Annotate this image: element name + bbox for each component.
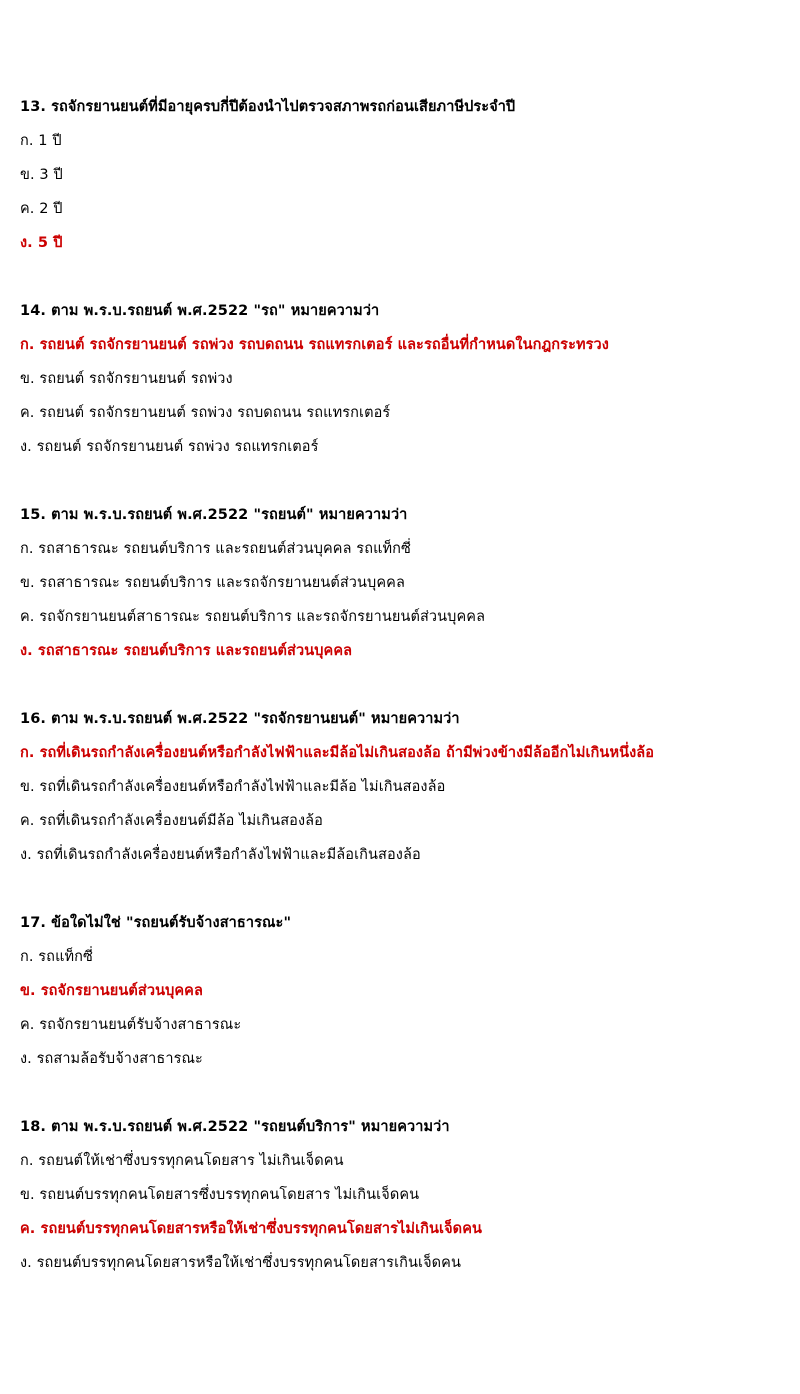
question-stem: 13. รถจักรยานยนต์ที่มีอายุครบกี่ปีต้องนำไปตรวจสภาพรถก่อนเสียภาษีประจำปี xyxy=(20,99,516,115)
choice-option-ข[interactable]: ข. 3 ปี xyxy=(20,167,63,183)
choice-option-ค[interactable]: ค. รถจักรยานยนต์รับจ้างสาธารณะ xyxy=(20,1017,242,1033)
question-spacer xyxy=(20,1076,780,1082)
question-block xyxy=(20,906,780,1082)
choice-option-ก[interactable]: ก. 1 ปี xyxy=(20,133,62,149)
choice-option-ง[interactable]: ง. รถสาธารณะ รถยนต์บริการ และรถยนต์ส่วนบุคคล xyxy=(20,643,353,659)
choice-option-ข[interactable]: ข. รถสาธารณะ รถยนต์บริการ และรถจักรยานยนต์ส่วนบุคคล xyxy=(20,575,405,591)
choice-option-ค[interactable]: ค. รถยนต์บรรทุกคนโดยสารหรือให้เช่าซึ่งบรรทุกคนโดยสารไม่เกินเจ็ดคน xyxy=(20,1221,483,1237)
question-stem: 15. ตาม พ.ร.บ.รถยนต์ พ.ศ.2522 "รถยนต์" หมายความว่า xyxy=(20,507,408,523)
choice-option-ค[interactable]: ค. 2 ปี xyxy=(20,201,63,217)
choice-option-ก[interactable]: ก. รถที่เดินรถกำลังเครื่องยนต์หรือกำลังไฟฟ้าและมีล้อไม่เกินสองล้อ ถ้ามีพ่วงข้างมีล้ออีกไม่เกินหนึ่งล้อ xyxy=(20,745,655,761)
question-spacer xyxy=(20,668,780,674)
question-spacer xyxy=(20,872,780,878)
question-stem: 18. ตาม พ.ร.บ.รถยนต์ พ.ศ.2522 "รถยนต์บริการ" หมายความว่า xyxy=(20,1119,450,1135)
question-stem: 14. ตาม พ.ร.บ.รถยนต์ พ.ศ.2522 "รถ" หมายความว่า xyxy=(20,303,380,319)
choice-option-ค[interactable]: ค. รถที่เดินรถกำลังเครื่องยนต์มีล้อ ไม่เกินสองล้อ xyxy=(20,813,323,829)
question-spacer xyxy=(20,1280,780,1286)
question-stem: 16. ตาม พ.ร.บ.รถยนต์ พ.ศ.2522 "รถจักรยานยนต์" หมายความว่า xyxy=(20,711,460,727)
choice-option-ง[interactable]: ง. รถสามล้อรับจ้างสาธารณะ xyxy=(20,1051,203,1067)
question-stem: 17. ข้อใดไม่ใช่ "รถยนต์รับจ้างสาธารณะ" xyxy=(20,915,292,931)
question-block xyxy=(20,90,780,266)
choice-option-ก[interactable]: ก. รถแท็กซี่ xyxy=(20,949,93,965)
choice-option-ข[interactable]: ข. รถยนต์บรรทุกคนโดยสารซึ่งบรรทุกคนโดยสาร ไม่เกินเจ็ดคน xyxy=(20,1187,420,1203)
choice-option-ง[interactable]: ง. รถยนต์ รถจักรยานยนต์ รถพ่วง รถแทรกเตอร์ xyxy=(20,439,319,455)
question-block xyxy=(20,294,780,470)
choice-option-ง[interactable]: ง. รถที่เดินรถกำลังเครื่องยนต์หรือกำลังไฟฟ้าและมีล้อเกินสองล้อ xyxy=(20,847,421,863)
choice-option-ข[interactable]: ข. รถจักรยานยนต์ส่วนบุคคล xyxy=(20,983,203,999)
question-block xyxy=(20,498,780,674)
question-spacer xyxy=(20,260,780,266)
questions-container xyxy=(20,90,780,1286)
question-block xyxy=(20,1110,780,1286)
choice-option-ข[interactable]: ข. รถยนต์ รถจักรยานยนต์ รถพ่วง xyxy=(20,371,233,387)
choice-option-ค[interactable]: ค. รถจักรยานยนต์สาธารณะ รถยนต์บริการ และรถจักรยานยนต์ส่วนบุคคล xyxy=(20,609,486,625)
question-block xyxy=(20,702,780,878)
question-spacer xyxy=(20,464,780,470)
choice-option-ก[interactable]: ก. รถยนต์ รถจักรยานยนต์ รถพ่วง รถบดถนน รถแทรกเตอร์ และรถอื่นที่กำหนดในกฎกระทรวง xyxy=(20,337,609,353)
choice-option-ง[interactable]: ง. รถยนต์บรรทุกคนโดยสารหรือให้เช่าซึ่งบรรทุกคนโดยสารเกินเจ็ดคน xyxy=(20,1255,461,1271)
choice-option-ข[interactable]: ข. รถที่เดินรถกำลังเครื่องยนต์หรือกำลังไฟฟ้าและมีล้อ ไม่เกินสองล้อ xyxy=(20,779,446,795)
choice-option-ค[interactable]: ค. รถยนต์ รถจักรยานยนต์ รถพ่วง รถบดถนน รถแทรกเตอร์ xyxy=(20,405,391,421)
choice-option-ก[interactable]: ก. รถสาธารณะ รถยนต์บริการ และรถยนต์ส่วนบุคคล รถแท็กซี่ xyxy=(20,541,411,557)
choice-option-ง[interactable]: ง. 5 ปี xyxy=(20,235,63,251)
choice-option-ก[interactable]: ก. รถยนต์ให้เช่าซึ่งบรรทุกคนโดยสาร ไม่เกินเจ็ดคน xyxy=(20,1153,344,1169)
